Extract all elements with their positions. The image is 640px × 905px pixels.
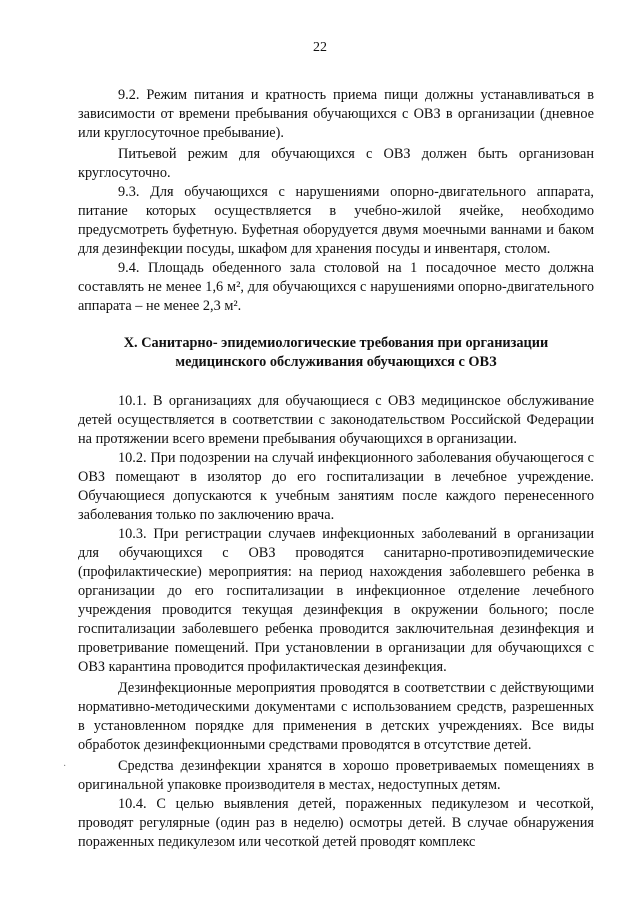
paragraph-disinfection-measures: Дезинфекционные мероприятия проводятся в соответствии с действующими нормативно-методическими документами с использованием средств, разрешенных в установленном порядке для применения в детских учреждениях. Все виды обработок дезинфекционными средствами проводятся в отсутствие детей. [78,680,594,753]
section-heading-line-2: медицинского обслуживания обучающихся с ОВЗ [175,354,497,370]
paragraph-9-4: 9.4. Площадь обеденного зала столовой на 1 посадочное место должна составлять не менее 1,6 м², для обучающихся с нарушениями опорно-двигательного аппарата – не менее 2,3 м². [78,260,594,314]
scan-mark: · [63,761,67,772]
page-number: 22 [313,40,327,55]
paragraph-drinking-regime: Питьевой режим для обучающихся с ОВЗ должен быть организован круглосуточно. [78,146,594,181]
section-heading [78,334,594,372]
paragraph-10-2: 10.2. При подозрении на случай инфекционного заболевания обучающегося с ОВЗ помещают в изолятор до его госпитализации в лечебное учреждение. Обучающиеся допускаются к учебным занятиям после каждого перенесенного заболевания только по заключению врача. [78,450,594,523]
paragraph-9-2: 9.2. Режим питания и кратность приема пищи должны устанавливаться в зависимости от времени пребывания обучающихся с ОВЗ в организации (дневное или круглосуточное пребывание). [78,87,594,141]
paragraph-9-3: 9.3. Для обучающихся с нарушениями опорно-двигательного аппарата, питание которых осуществляется в учебно-жилой ячейке, необходимо предусмотреть буфетную. Буфетная оборудуется двумя моечными ваннами и баком для дезинфекции посуды, шкафом для хранения посуды и инвентаря, столом. [78,184,594,257]
document-body [63,86,594,852]
paragraph-disinfectant-storage: Средства дезинфекции хранятся в хорошо проветриваемых помещениях в оригинальной упаковке производителя в местах, недоступных детям. [78,758,594,793]
section-heading-line-1: X. Санитарно- эпидемиологические требования при организации [123,335,549,351]
paragraph-disinfectant-storage-wrapper [63,757,594,795]
paragraph-10-1: 10.1. В организациях для обучающиеся с ОВЗ медицинское обслуживание детей осуществляется в соответствии с законодательством Российской Федерации на протяжении всего времени пребывания обучающихся в организации. [78,393,594,447]
paragraph-10-3: 10.3. При регистрации случаев инфекционных заболеваний в организации для обучающихся с ОВЗ проводятся санитарно-противоэпидемические (профилактические) мероприятия: на период нахождения заболевшего ребенка в организации до его госпитализации в инфекционное отделение лечебного учреждения проводится текущая дезинфекция в окружении больного; после госпитализации заболевшего ребенка проводится заключительная дезинфекция и проветривание помещений. При установлении в организации для обучающихся с ОВЗ карантина проводится профилактическая дезинфекция. [78,526,594,675]
paragraph-10-4: 10.4. С целью выявления детей, пораженных педикулезом и чесоткой, проводят регулярные (один раз в неделю) осмотры детей. В случае обнаружения пораженных педикулезом или чесоткой детей проводят комплекс [78,796,594,850]
